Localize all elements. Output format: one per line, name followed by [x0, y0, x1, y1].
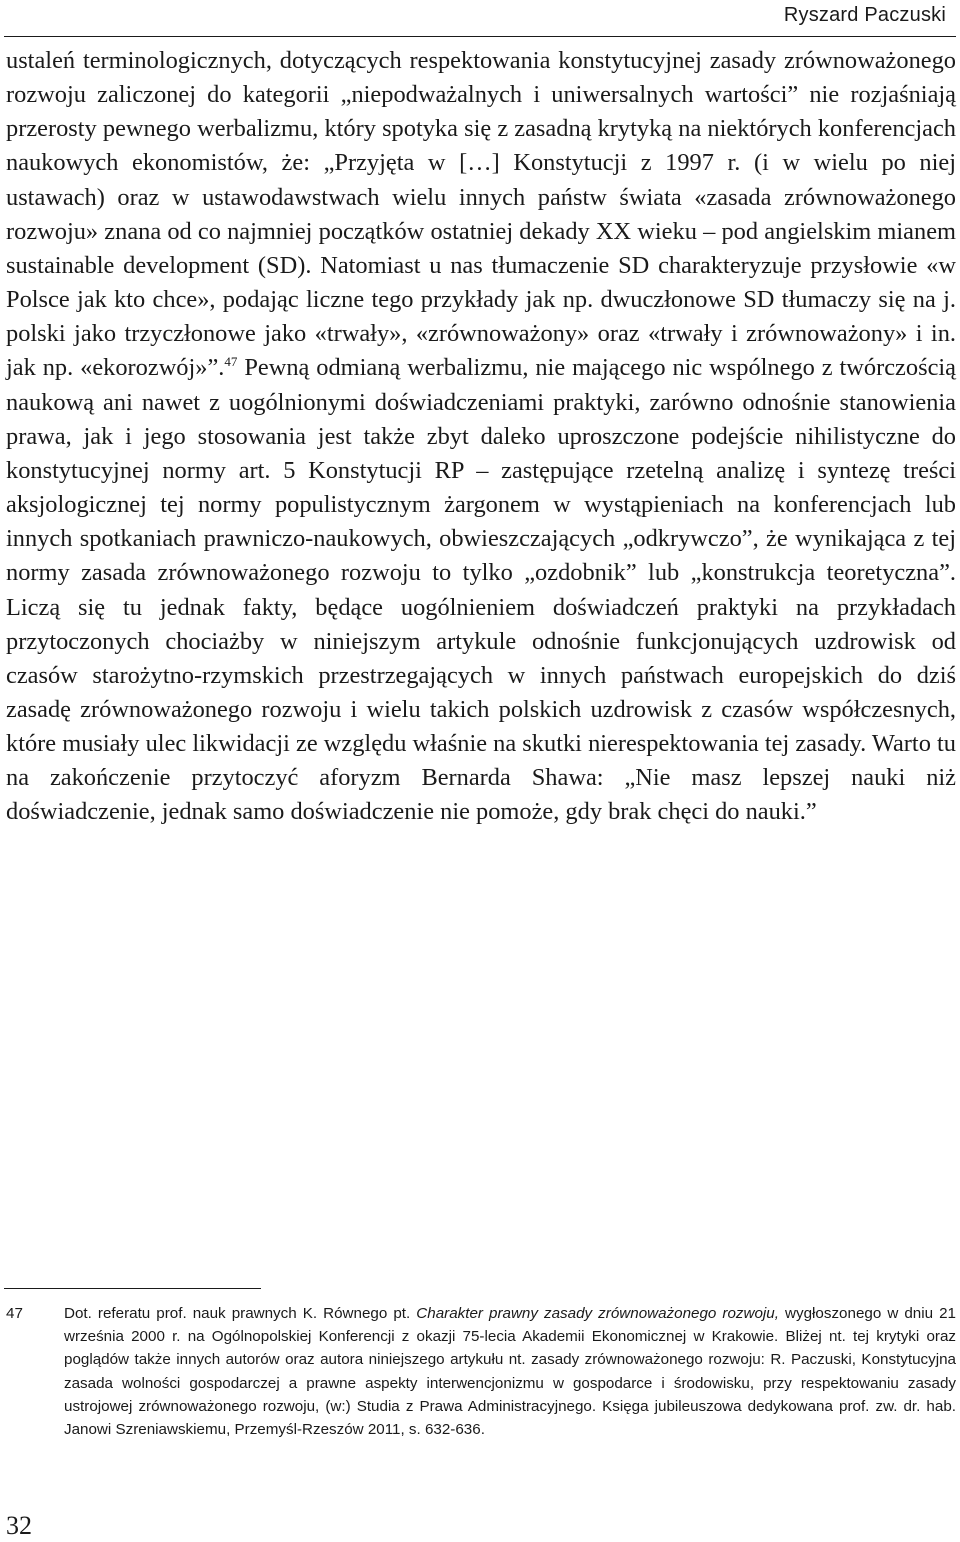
header-rule — [4, 36, 956, 37]
paragraph-text-part-1: ustaleń terminologicznych, dotyczących respektowania konstytucyjnej zasady zrównoważonego rozwoju zaliczonej do kategorii „niepodważalnych i uniwersalnych wartości” nie rozjaśniają przerosty pewnego werbalizmu, który spotyka się z zasadną krytyką na niektórych konferencjach naukowych ekonomistów, że: „Przyjęta w […] Konstytucji z 1997 r. (i w wielu po niej ustawach) oraz w ustawodawstwach wielu innych państw świata «zasada zrównoważonego rozwoju» znana od co najmniej początków ostatniej dekady XX wieku – pod angielskim mianem sustainable development (SD). Natomiast u nas tłumaczenie SD charakteryzuje przysłowie «w Polsce jak kto chce», podając liczne tego przykłady jak np. dwuczłonowe SD tłumaczy się na j. polski jako trzyczłonowe jako «trwały», «zrównoważony» oraz «trwały i zrównoważony» i in. jak np. «ekorozwój»”. — [6, 47, 956, 382]
main-paragraph — [6, 44, 956, 830]
footnote — [6, 1302, 956, 1441]
footnote-number: 47 — [6, 1305, 23, 1322]
footnote-separator — [4, 1288, 261, 1289]
running-header-author: Ryszard Paczuski — [783, 4, 946, 26]
footnote-text-part-1: Dot. referatu prof. nauk prawnych K. Równego pt. — [64, 1305, 417, 1322]
footnote-reference[interactable]: 47 — [224, 354, 238, 370]
footnote-text — [64, 1302, 956, 1441]
footnote-cited-title: Charakter prawny zasady zrównoważonego rozwoju, — [416, 1305, 779, 1322]
footnote-text-part-2: wygłoszonego w dniu 21 września 2000 r. na Ogólnopolskiej Konferencji z okazji 75-lecia Akademii Ekonomicznej w Krakowie. Bliżej nt. tej krytyki oraz poglądów także innych autorów oraz autora niniejszego artykułu nt. zasady zrównoważonego rozwoju: R. Paczuski, Konstytucyjna zasada wolności gospodarczej a prawne aspekty interwencjonizmu w gospodarce i środowisku, przy respektowaniu zasady ustrojowej zrównoważonego rozwoju, (w:) Studia z Prawa Administracyjnego. Księga jubileuszowa dedykowana prof. zw. dr. hab. Janowi Szreniawskiemu, Przemyśl-Rzeszów 2011, s. 632-636. — [64, 1305, 956, 1439]
page-number: 32 — [6, 1511, 32, 1540]
paragraph-text-part-2: Pewną odmianą werbalizmu, nie mającego nic wspólnego z twórczością naukową ani nawet z uogólnionymi doświadczeniami praktyki, zarówno odnośnie stanowienia prawa, jak i jego stosowania jest także zbyt daleko uproszczone podejście nihilistyczne do konstytucyjnej normy art. 5 Konstytucji RP – zastępujące rzetelną analizę i syntezę treści aksjologicznej tej normy populistycznym żargonem w wystąpieniach na konferencjach lub innych spotkaniach prawniczo-naukowych, obwieszczających „odkrywczo”, że wynikająca z tej normy zasada zrównoważonego rozwoju to tylko „ozdobnik” lub „konstrukcja teoretyczna”. Liczą się tu jednak fakty, będące uogólnieniem doświadczeń praktyki na przykładach przytoczonych chociażby w niniejszym artykule odnośnie funkcjonujących uzdrowisk od czasów starożytno-rzymskich przestrzegających w innych państwach europejskich do dziś zasadę zrównoważonego rozwoju i wielu takich polskich uzdrowisk z czasów współczesnych, które musiały ulec likwidacji ze względu właśnie na skutki nierespektowania tej zasady. Warto tu na zakończenie przytoczyć aforyzm Bernarda Shawa: „Nie masz lepszej nauki niż doświadczenie, jednak samo doświadczenie nie pomoże, gdy brak chęci do nauki.” — [6, 354, 956, 826]
